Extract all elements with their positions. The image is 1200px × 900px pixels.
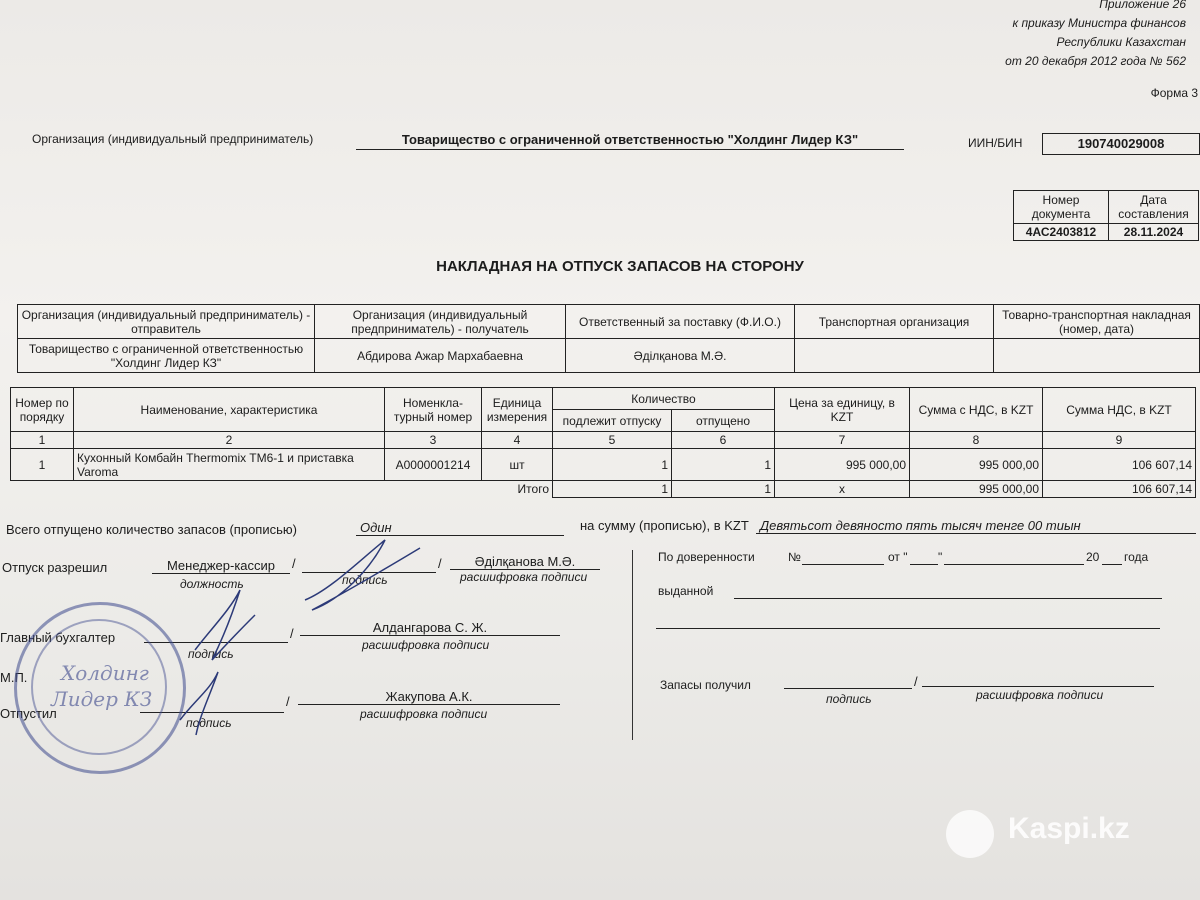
doc-date: 28.11.2024 <box>1109 224 1199 241</box>
decode-caption: расшифровка подписи <box>360 707 488 721</box>
decode-caption: расшифровка подписи <box>362 638 490 652</box>
col-qty-rel-header: отпущено <box>672 410 775 432</box>
col-vat-header: Сумма НДС, в KZT <box>1043 388 1196 432</box>
appendix-line: Республики Казахстан <box>1056 35 1186 49</box>
position-caption: должность <box>180 577 244 591</box>
signature-scribble <box>180 672 218 735</box>
total-vat: 106 607,14 <box>1043 481 1196 498</box>
col-qty-due-header: подлежит отпуску <box>553 410 672 432</box>
sender-value: Товарищество с ограниченной ответственностью "Холдинг Лидер КЗ" <box>18 339 315 373</box>
form-number: Форма 3 <box>1150 86 1198 100</box>
doc-date-header: Дата составления <box>1109 191 1199 224</box>
receiver-header: Организация (индивидуальный предприниматель) - получатель <box>315 305 566 339</box>
col-code-header: Номенкла-турный номер <box>385 388 482 432</box>
row-vat: 106 607,14 <box>1043 449 1196 481</box>
col-number: 6 <box>672 432 775 449</box>
slash: / <box>290 626 294 641</box>
col-number: 8 <box>910 432 1043 449</box>
col-number: 5 <box>553 432 672 449</box>
proxy-year-label: 20 <box>1086 550 1100 564</box>
decode-caption: расшифровка подписи <box>976 688 1104 702</box>
qty-words: Один <box>356 520 564 536</box>
sum-words: Девятьсот девяносто пять тысяч тенге 00 тиын <box>756 518 1196 534</box>
row-qty-rel: 1 <box>672 449 775 481</box>
org-name: Товарищество с ограниченной ответственностью "Холдинг Лидер КЗ" <box>356 132 904 150</box>
iin-value: 190740029008 <box>1042 133 1200 155</box>
col-price-header: Цена за единицу, в KZT <box>775 388 910 432</box>
appendix-line: к приказу Министра финансов <box>1012 16 1186 30</box>
stamp-text: Лидер КЗ <box>51 687 153 711</box>
row-sum: 995 000,00 <box>910 449 1043 481</box>
sender-header: Организация (индивидуальный предприниматель) - отправитель <box>18 305 315 339</box>
row-price: 995 000,00 <box>775 449 910 481</box>
sign-caption: подпись <box>186 716 232 730</box>
org-label: Организация (индивидуальный предприниматель) <box>32 132 314 146</box>
total-sum: 995 000,00 <box>910 481 1043 498</box>
proxy-no-label: № <box>788 550 801 564</box>
waybill-header: Товарно-транспортная накладная (номер, дата) <box>994 305 1200 339</box>
total-label: Итого <box>517 482 549 497</box>
col-num-header: Номер по порядку <box>11 388 74 432</box>
chief-name: Алдангарова С. Ж. <box>300 620 560 636</box>
col-unit-header: Единица измерения <box>482 388 553 432</box>
col-sum-header: Сумма с НДС, в KZT <box>910 388 1043 432</box>
allowed-name: Әділқанова М.Ә. <box>450 554 600 570</box>
col-number: 2 <box>74 432 385 449</box>
row-num: 1 <box>11 449 74 481</box>
document-title: НАКЛАДНАЯ НА ОТПУСК ЗАПАСОВ НА СТОРОНУ <box>436 258 804 275</box>
decode-caption: расшифровка подписи <box>460 570 588 584</box>
row-code: А0000001214 <box>385 449 482 481</box>
row-qty-due: 1 <box>553 449 672 481</box>
doc-number-header: Номер документа <box>1014 191 1109 224</box>
col-qty-header: Количество <box>553 388 775 410</box>
total-qty-rel: 1 <box>672 481 775 498</box>
signature-scribble <box>195 590 255 660</box>
kaspi-logo-icon <box>946 810 994 858</box>
slash: / <box>914 674 918 689</box>
transport-header: Транспортная организация <box>795 305 994 339</box>
chief-label: Главный бухгалтер <box>0 630 116 645</box>
allowed-position: Менеджер-кассир <box>152 558 290 574</box>
iin-label: ИИН/БИН <box>968 136 1023 150</box>
qty-words-label: Всего отпущено количество запасов (прописью) <box>6 522 297 537</box>
appendix-line: Приложение 26 <box>1099 0 1186 11</box>
sign-caption: подпись <box>342 573 388 587</box>
total-price: х <box>775 481 910 498</box>
sign-caption: подпись <box>188 647 234 661</box>
released-name: Жакупова А.К. <box>298 689 560 705</box>
sum-words-label: на сумму (прописью), в KZT <box>580 518 749 533</box>
mp-label: М.П. <box>0 670 28 685</box>
released-label: Отпустил <box>0 706 57 721</box>
proxy-year-suffix: года <box>1124 550 1149 564</box>
proxy-issued-label: выданной <box>658 584 714 598</box>
col-name-header: Наименование, характеристика <box>74 388 385 432</box>
col-number: 7 <box>775 432 910 449</box>
col-number: 3 <box>385 432 482 449</box>
doc-number: 4АС2403812 <box>1014 224 1109 241</box>
proxy-label: По доверенности <box>658 550 755 564</box>
receiver-value: Абдирова Ажар Мархабаевна <box>315 339 566 373</box>
slash: / <box>438 556 442 571</box>
responsible-header: Ответственный за поставку (Ф.И.О.) <box>566 305 795 339</box>
row-name: Кухонный Комбайн Thermomix TM6-1 и приставка Varoma <box>74 449 385 481</box>
appendix-line: от 20 декабря 2012 года № 562 <box>1005 54 1186 68</box>
received-label: Запасы получил <box>660 678 751 692</box>
row-unit: шт <box>482 449 553 481</box>
stamp-text: Холдинг <box>61 661 149 685</box>
col-number: 9 <box>1043 432 1196 449</box>
watermark: Kaspi.kz <box>1008 812 1130 845</box>
col-number: 4 <box>482 432 553 449</box>
signature-scribble <box>305 540 420 610</box>
proxy-quote: " <box>938 550 943 564</box>
col-number: 1 <box>11 432 74 449</box>
slash: / <box>286 694 290 709</box>
responsible-value: Әділқанова М.Ә. <box>566 339 795 373</box>
allowed-label: Отпуск разрешил <box>2 560 108 575</box>
slash: / <box>292 556 296 571</box>
sign-caption: подпись <box>826 692 872 706</box>
total-qty-due: 1 <box>553 481 672 498</box>
proxy-from-label: от " <box>888 550 908 564</box>
